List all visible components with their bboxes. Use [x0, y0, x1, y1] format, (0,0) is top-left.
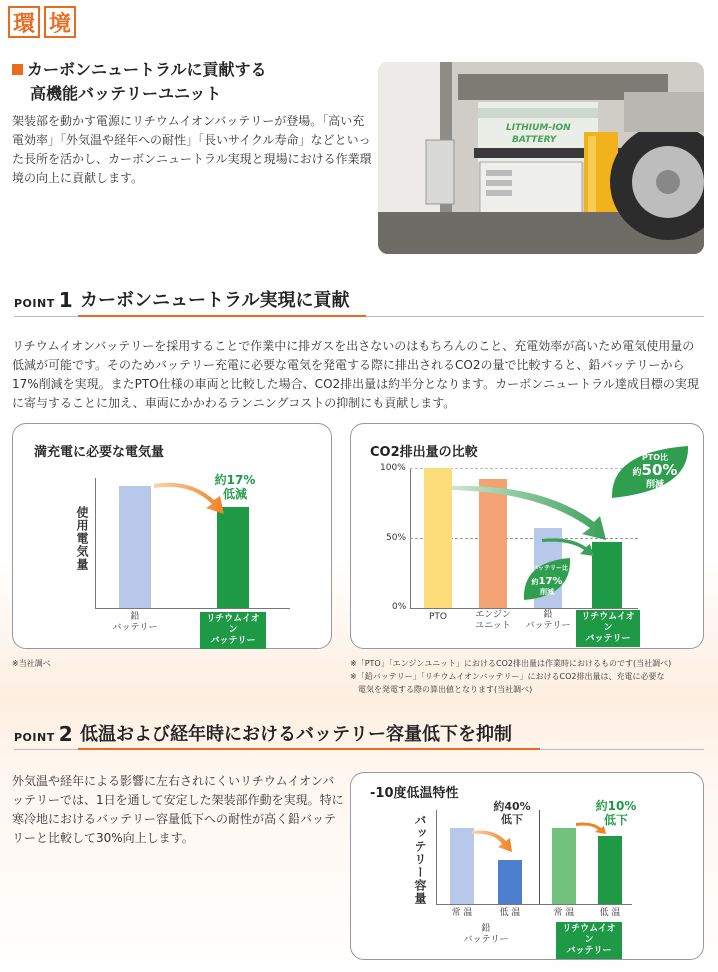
electricity-y-axis	[95, 478, 96, 608]
leaf-badge-pct: 50%	[641, 461, 678, 479]
cat-label: リチウムイオン	[581, 612, 635, 633]
cat-label: バッテリー	[210, 636, 256, 646]
point2-label-text: POINT	[14, 731, 55, 744]
low-temp-group-lithium	[556, 922, 622, 959]
square-bullet-icon	[12, 64, 23, 75]
cat-label: バッテリー	[585, 634, 631, 644]
co2-cat-lead	[520, 610, 576, 632]
group-label: バッテリー	[566, 946, 612, 956]
leaf-badge-line: 削減	[645, 480, 664, 490]
point1-label	[14, 288, 73, 312]
lead-drop-arrow-icon	[470, 830, 514, 856]
lead-body: 架装部を動かす電源にリチウムイオンバッテリーが登場。「高い充電効率」「外気温や経年への耐性」「長いサイクル寿命」などといった長所を活かし、カーボンニュートラル実現と現場における作業環境の向上に貢献します。	[12, 114, 372, 185]
group-label: リチウムイオン	[562, 924, 616, 945]
point2-body: 外気温や経年による影響に左右されにくいリチウムイオンバッテリーでは、1日を通して安定した架装部作動を実現。特に寒冷地におけるバッテリー容量低下への耐性が高く鉛バッテリーと比較して30%向上します。	[12, 774, 344, 845]
small-leaf-line: 約	[531, 578, 539, 586]
cat-label: バッテリー	[112, 623, 158, 633]
co2-note-line: 電気を発電する際の算出値となります(当社調べ)	[358, 685, 533, 694]
callout-line: 低下	[501, 813, 523, 826]
electricity-cat-lithium	[200, 612, 266, 649]
callout-line: 低下	[603, 813, 628, 827]
point1-title: カーボンニュートラル実現に貢献	[80, 290, 350, 311]
electricity-bar-lithium	[217, 507, 249, 608]
co2-ytick: 0%	[392, 602, 407, 612]
low-temp-cat: 低 温	[499, 908, 521, 918]
lead-title-line2: 高機能バッテリーユニット	[30, 84, 222, 103]
co2-chart-title: CO2排出量の比較	[370, 445, 478, 460]
section-tag-char: 環	[8, 6, 40, 38]
leaf-badge-line: 約	[632, 468, 642, 478]
low-temp-group-divider	[539, 810, 540, 904]
co2-ytick: 50%	[386, 533, 407, 543]
cat-label: リチウムイオン	[206, 614, 260, 635]
low-temp-x-axis	[436, 904, 632, 905]
point1-label-text: POINT	[14, 297, 55, 310]
group-label: 鉛	[481, 924, 491, 934]
electricity-bar-lead	[119, 486, 151, 608]
low-temp-bar-li-normal	[552, 828, 576, 904]
low-temp-y-axis	[436, 810, 437, 904]
battery-label: BATTERY	[512, 135, 557, 145]
co2-cat-lithium	[576, 610, 640, 647]
battery-truck-photo	[378, 62, 704, 254]
point1-number: 1	[58, 288, 73, 312]
small-leaf-badge-text	[522, 564, 572, 597]
cat-label: 鉛	[543, 610, 553, 620]
callout-line: 約40%	[493, 800, 531, 813]
battery-label: LITHIUM-ION	[506, 123, 571, 133]
electricity-chart-ylabel: 使用電気量	[75, 506, 89, 571]
small-leaf-line: 削減	[540, 588, 554, 596]
co2-cat-pto: PTO	[428, 612, 447, 622]
group-label: バッテリー	[463, 935, 509, 945]
low-temp-cat: 低 温	[599, 908, 621, 918]
point2-number: 2	[58, 722, 73, 746]
low-temp-bar-lead-low	[498, 860, 522, 904]
low-temp-chart-title: -10度低温特性	[370, 786, 459, 801]
lead-title	[12, 58, 267, 82]
co2-cat-engine	[470, 610, 516, 632]
low-temp-ylabel: バッテリー容量	[413, 814, 427, 905]
co2-bar-pto	[424, 468, 452, 608]
low-temp-cat: 常 温	[451, 908, 473, 918]
big-reduction-arrow-icon	[450, 486, 610, 546]
point2-accent-rule	[78, 748, 540, 750]
callout-line: 約10%	[595, 799, 637, 813]
co2-notes	[350, 657, 706, 696]
section-tag	[8, 6, 76, 38]
electricity-callout-l2: 低減	[222, 487, 247, 501]
point2-title: 低温および経年時におけるバッテリー容量低下を抑制	[80, 724, 512, 745]
electricity-chart-title: 満充電に必要な電気量	[34, 445, 165, 460]
point2-label	[14, 722, 73, 746]
cat-label: 鉛	[130, 612, 140, 622]
leaf-badge-text	[620, 452, 690, 491]
point1-accent-rule	[78, 315, 366, 317]
low-temp-bar-li-low	[598, 836, 622, 904]
co2-note-line: ※「鉛バッテリー」「リチウムイオンバッテリー」におけるCO2排出量は、充電に必要な	[350, 672, 665, 681]
small-leaf-pct: 17%	[538, 576, 563, 587]
battery-truck-illustration	[378, 62, 704, 254]
co2-bar-lithium	[592, 542, 622, 608]
electricity-note: ※当社調べ	[12, 659, 51, 668]
small-leaf-line: 鉛バッテリー比	[525, 565, 568, 572]
section-tag-char: 境	[44, 6, 76, 38]
co2-x-axis	[410, 608, 638, 609]
cat-label: ユニット	[475, 621, 511, 631]
electricity-x-axis	[95, 608, 290, 609]
point1-body: リチウムイオンバッテリーを採用することで作業中に排ガスを出さないのはもちろんのこと、充電効率が高いため電気使用量の低減が可能です。そのためバッテリー充電に必要な電気を発電する際に排出されるCO2の量で比較すると、鉛バッテリーから17%削減を実現。またPTO仕様の車両と比較した場合、CO2排出量は約半分となります。カーボンニュートラル達成目標の実現に寄与することに加え、車両にかかわるランニングコストの抑制にも貢献します。	[12, 339, 699, 410]
lithium-drop-callout	[594, 799, 638, 827]
low-temp-group-lead	[458, 924, 514, 946]
lead-title-line1: カーボンニュートラルに貢献する	[27, 60, 267, 79]
electricity-cat-lead	[106, 612, 164, 634]
leaf-badge-line: PTO比	[641, 453, 669, 462]
co2-ytick: 100%	[380, 463, 406, 473]
lead-drop-callout	[488, 800, 536, 826]
electricity-callout-l1: 約17%	[214, 473, 256, 487]
cat-label: エンジン	[475, 610, 511, 620]
low-temp-cat: 常 温	[553, 908, 575, 918]
co2-note-line: ※「PTO」「エンジンユニット」におけるCO2排出量は作業時におけるものです(当社調べ)	[350, 659, 672, 668]
cat-label: バッテリー	[525, 621, 571, 631]
electricity-callout	[212, 473, 258, 501]
